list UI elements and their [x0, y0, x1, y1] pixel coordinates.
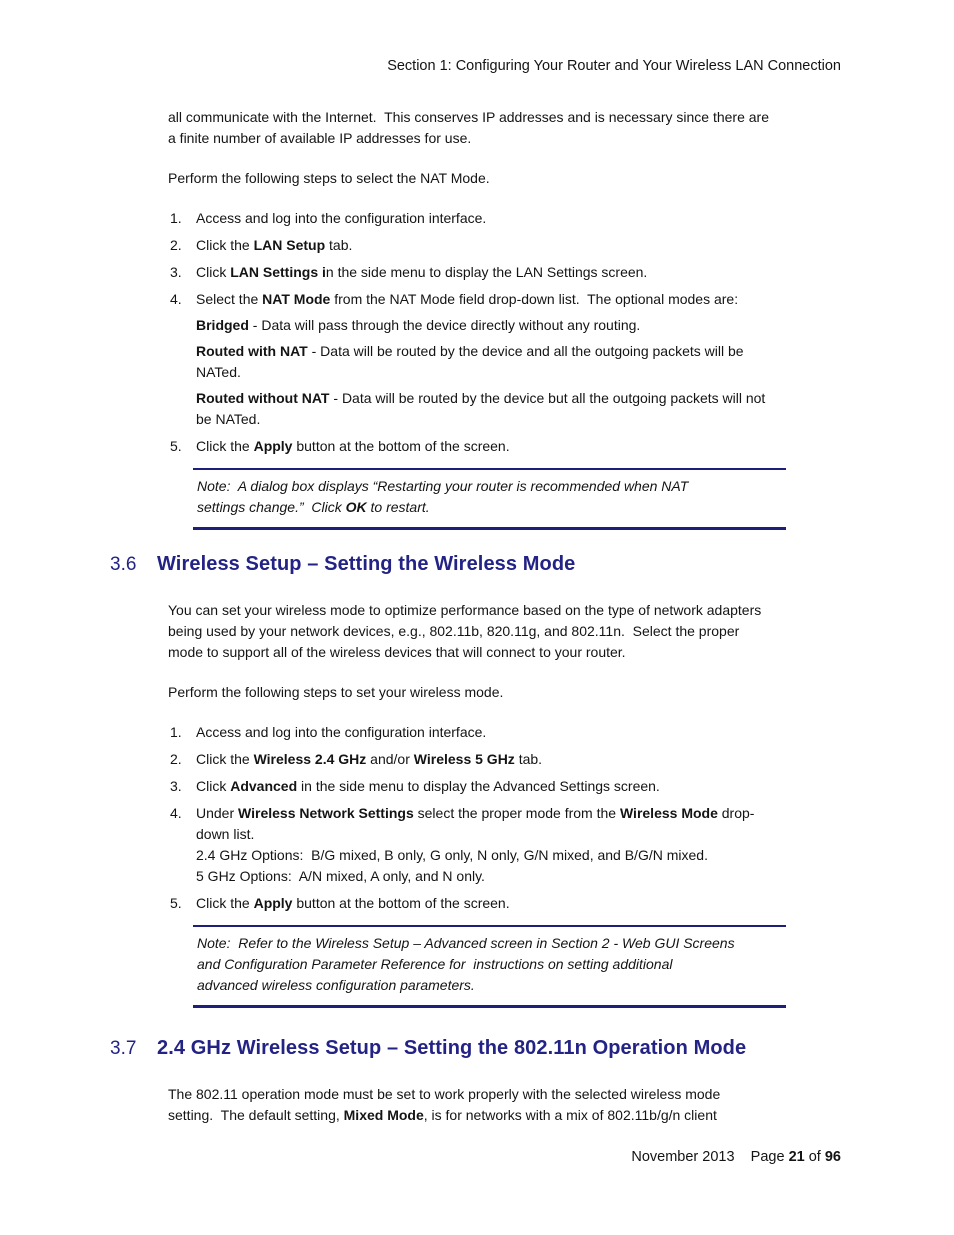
wireless-mode-step-list: [168, 722, 841, 914]
section-heading-3-6: [110, 553, 841, 576]
heading-title: 2.4 GHz Wireless Setup – Setting the 802.11n Operation Mode: [157, 1037, 747, 1059]
heading-number: 3.6: [110, 554, 137, 575]
step-text: Click the Apply button at the bottom of the screen.: [196, 895, 510, 911]
step-row: [168, 262, 841, 283]
step-row: [168, 803, 841, 887]
step-number: 5.: [170, 438, 182, 454]
header-text: Section 1: Configuring Your Router and Your Wireless LAN Connection: [387, 58, 841, 74]
step-row: [168, 776, 841, 797]
step-text: Under Wireless Network Settings select the proper mode from the Wireless Mode drop- down list. 2.4 GHz Options: B/G mixed, B only, G only, N only, G/N mixed, and B/G/N mixed. 5 GHz Options: A/N mixed, A only, and N only.: [196, 805, 755, 884]
step-row: [168, 289, 841, 430]
step-text: Click the Wireless 2.4 GHz and/or Wireless 5 GHz tab.: [196, 751, 543, 767]
step-text: Select the NAT Mode from the NAT Mode field drop-down list. The optional modes are: Bridged - Data will pass through the device directly without any routing. Routed with NAT - Data will be routed by the device and all the outgoing packets will be NATed. Routed without NAT - Data will be routed by the device but all the outgoing packets will not be NATed.: [196, 291, 766, 427]
step-number: 4.: [170, 805, 182, 821]
step-text: Access and log into the configuration interface.: [196, 210, 487, 226]
section36-paragraph-1: You can set your wireless mode to optimize performance based on the type of network adapters being used by your network devices, e.g., 802.11b, 820.11g, and 802.11n. Select the proper mode to support all of the wireless devices that will connect to your router.: [168, 602, 762, 660]
heading-title: Wireless Setup – Setting the Wireless Mode: [157, 553, 576, 575]
note-box-nat-restart: [193, 468, 786, 530]
step-row: [168, 893, 841, 914]
step-number: 2.: [170, 237, 182, 253]
section37-paragraph-1: The 802.11 operation mode must be set to work properly with the selected wireless mode setting. The default setting, Mixed Mode, is for networks with a mix of 802.11b/g/n client: [168, 1086, 721, 1123]
step-row: [168, 722, 841, 743]
section36-paragraph-2: Perform the following steps to set your wireless mode.: [168, 684, 504, 700]
page-header: [168, 58, 841, 74]
heading-number: 3.7: [110, 1038, 137, 1059]
note-text: Note: Refer to the Wireless Setup – Advanced screen in Section 2 - Web GUI Screens and Configuration Parameter Reference for instructions on setting additional advanced wireless configuration parameters.: [197, 935, 735, 993]
step-number: 1.: [170, 210, 182, 226]
note-box-wireless-advanced: [193, 925, 786, 1008]
step-text: Click LAN Settings in the side menu to display the LAN Settings screen.: [196, 264, 648, 280]
step-row: [168, 208, 841, 229]
step-number: 1.: [170, 724, 182, 740]
step-text: Click the Apply button at the bottom of the screen.: [196, 438, 510, 454]
step-text: Click Advanced in the side menu to display the Advanced Settings screen.: [196, 778, 660, 794]
intro-paragraph-1: all communicate with the Internet. This conserves IP addresses and is necessary since there are a finite number of available IP addresses for use.: [168, 109, 770, 146]
step-number: 3.: [170, 264, 182, 280]
step-number: 4.: [170, 291, 182, 307]
step-row: [168, 436, 841, 457]
step-number: 2.: [170, 751, 182, 767]
step-text: Click the LAN Setup tab.: [196, 237, 353, 253]
step-text: Access and log into the configuration interface.: [196, 724, 487, 740]
step-row: [168, 235, 841, 256]
step-number: 5.: [170, 895, 182, 911]
footer-text: November 2013 Page 21 of 96: [631, 1149, 841, 1165]
step-number: 3.: [170, 778, 182, 794]
note-text: Note: A dialog box displays “Restarting your router is recommended when NAT settings change.” Click OK to restart.: [197, 478, 689, 515]
intro-paragraph-2: Perform the following steps to select the NAT Mode.: [168, 170, 490, 186]
nat-mode-step-list: [168, 208, 841, 457]
step-row: [168, 749, 841, 770]
section-heading-3-7: [110, 1037, 841, 1060]
page-footer: [631, 1147, 841, 1168]
